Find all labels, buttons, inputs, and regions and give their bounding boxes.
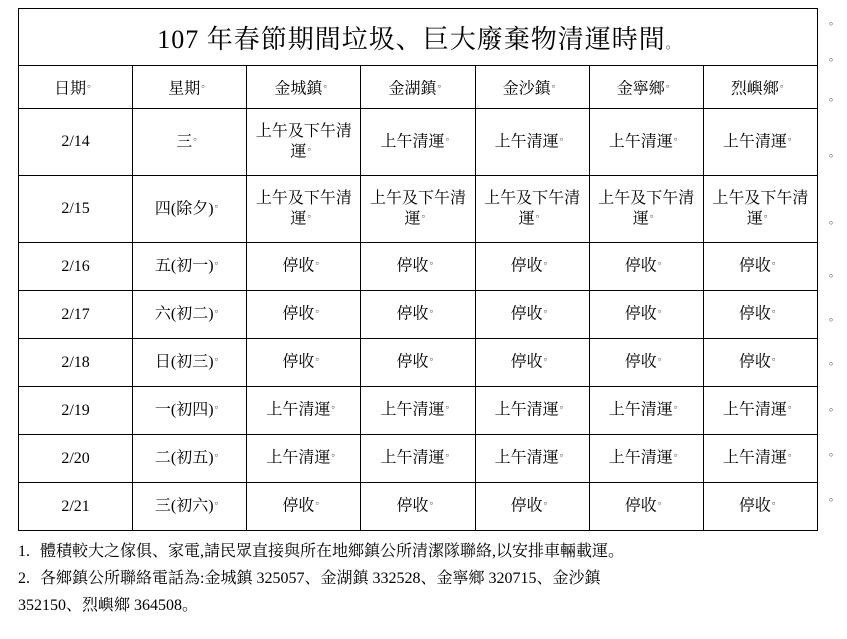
paragraph-mark: 。 (331, 448, 342, 460)
cell-text: 上午清運 (494, 449, 559, 467)
cell-jinsha (475, 435, 589, 483)
cell-weekday (133, 291, 247, 339)
column-header-jinsha (475, 66, 589, 109)
cell-date: 2/16 (19, 243, 133, 291)
paragraph-mark: 。 (315, 256, 326, 268)
column-header-weekday (133, 66, 247, 109)
header-label: 金湖鎮 (388, 80, 437, 98)
paragraph-mark: 。 (829, 267, 840, 279)
cell-text: 上午及下午清運 (255, 122, 352, 161)
paragraph-mark: 。 (665, 79, 676, 91)
cell-lieyu (703, 387, 817, 435)
paragraph-mark: 。 (829, 91, 840, 103)
paragraph-mark: 。 (331, 400, 342, 412)
paragraph-mark: 。 (649, 208, 660, 220)
cell-weekday (133, 176, 247, 243)
cell-jinhu (361, 176, 475, 243)
paragraph-mark: 。 (829, 401, 840, 413)
paragraph-mark-column (829, 0, 843, 639)
weekday-label: 三(初六) (154, 497, 214, 515)
cell-date: 2/19 (19, 387, 133, 435)
cell-text: 上午及下午清運 (255, 189, 352, 228)
paragraph-mark: 。 (214, 304, 225, 316)
cell-text: 停收 (282, 257, 315, 275)
cell-text: 停收 (396, 305, 429, 323)
paragraph-mark: 。 (214, 352, 225, 364)
paragraph-mark: 。 (771, 256, 782, 268)
column-header-lieyu (703, 66, 817, 109)
cell-jinhu (361, 109, 475, 176)
paragraph-mark: 。 (673, 131, 684, 143)
cell-text: 停收 (624, 497, 657, 515)
note-text-continuation: 352150、烈嶼鄉 364508。 (18, 596, 199, 614)
cell-text: 停收 (282, 305, 315, 323)
paragraph-mark: 。 (307, 208, 318, 220)
cell-lieyu (703, 291, 817, 339)
paragraph-mark: 。 (214, 400, 225, 412)
cell-date: 2/18 (19, 339, 133, 387)
table-row (19, 109, 818, 176)
paragraph-mark: 。 (214, 496, 225, 508)
cell-date: 2/15 (19, 176, 133, 243)
paragraph-mark: 。 (315, 352, 326, 364)
table-row (19, 339, 818, 387)
paragraph-mark: 。 (429, 496, 440, 508)
cell-text: 停收 (510, 353, 543, 371)
paragraph-mark: 。 (559, 131, 570, 143)
weekday-label: 五(初一) (154, 257, 214, 275)
header-label: 日期 (54, 80, 87, 98)
title-text: 107 年春節期間垃圾、巨大廢棄物清運時間 (157, 24, 666, 54)
table-row (19, 243, 818, 291)
cell-text: 上午及下午清運 (484, 189, 581, 228)
cell-jinsha (475, 109, 589, 176)
paragraph-mark: 。 (429, 256, 440, 268)
cell-text: 上午及下午清運 (598, 189, 695, 228)
cell-jinsha (475, 291, 589, 339)
cell-text: 上午清運 (494, 133, 559, 151)
cell-jincheng (247, 483, 361, 531)
cell-jincheng (247, 109, 361, 176)
cell-text: 上午清運 (608, 449, 673, 467)
title-paragraph-mark: 。 (665, 35, 679, 51)
cell-jincheng (247, 387, 361, 435)
weekday-label: 六(初二) (154, 305, 214, 323)
cell-jinhu (361, 387, 475, 435)
paragraph-mark: 。 (193, 131, 204, 143)
cell-text: 停收 (738, 353, 771, 371)
cell-text: 上午清運 (722, 449, 787, 467)
table-header-row (19, 66, 818, 109)
paragraph-mark: 。 (543, 352, 554, 364)
paragraph-mark: 。 (214, 256, 225, 268)
paragraph-mark: 。 (673, 448, 684, 460)
paragraph-mark: 。 (673, 400, 684, 412)
cell-weekday (133, 109, 247, 176)
paragraph-mark: 。 (657, 496, 668, 508)
paragraph-mark: 。 (657, 304, 668, 316)
cell-lieyu (703, 109, 817, 176)
paragraph-mark: 。 (214, 198, 225, 210)
cell-lieyu (703, 339, 817, 387)
cell-text: 停收 (396, 497, 429, 515)
note-text: 體積較大之傢俱、家電,請民眾直接與所在地鄉鎮公所清潔隊聯絡,以安排車輛載運。 (40, 543, 625, 560)
cell-text: 停收 (396, 257, 429, 275)
cell-jinhu (361, 483, 475, 531)
cell-text: 上午清運 (266, 449, 331, 467)
header-label: 星期 (168, 80, 201, 98)
paragraph-mark: 。 (771, 304, 782, 316)
paragraph-mark: 。 (323, 79, 334, 91)
cell-jinhu (361, 435, 475, 483)
paragraph-mark: 。 (829, 214, 840, 226)
cell-jinning (589, 483, 703, 531)
cell-text: 停收 (510, 257, 543, 275)
column-header-date (19, 66, 133, 109)
paragraph-mark: 。 (214, 448, 225, 460)
paragraph-mark: 。 (543, 256, 554, 268)
note-number: 2. (18, 569, 30, 587)
cell-lieyu (703, 176, 817, 243)
cell-jinsha (475, 339, 589, 387)
table-row (19, 483, 818, 531)
paragraph-mark: 。 (829, 51, 840, 63)
title-row (19, 9, 818, 66)
cell-jinsha (475, 483, 589, 531)
cell-jinning (589, 435, 703, 483)
cell-text: 上午清運 (494, 401, 559, 419)
paragraph-mark: 。 (429, 304, 440, 316)
paragraph-mark: 。 (445, 131, 456, 143)
paragraph-mark: 。 (787, 400, 798, 412)
paragraph-mark: 。 (779, 79, 790, 91)
column-header-jinhu (361, 66, 475, 109)
note-item (18, 567, 818, 592)
cell-text: 上午清運 (608, 133, 673, 151)
paragraph-mark: 。 (787, 448, 798, 460)
cell-date: 2/17 (19, 291, 133, 339)
notes-section (18, 540, 818, 618)
column-header-jinning (589, 66, 703, 109)
weekday-label: 日(初三) (154, 353, 214, 371)
paragraph-mark: 。 (763, 208, 774, 220)
cell-jincheng (247, 435, 361, 483)
cell-jincheng (247, 291, 361, 339)
cell-lieyu (703, 435, 817, 483)
cell-jincheng (247, 176, 361, 243)
paragraph-mark: 。 (829, 355, 840, 367)
paragraph-mark: 。 (201, 79, 212, 91)
paragraph-mark: 。 (551, 79, 562, 91)
paragraph-mark: 。 (421, 208, 432, 220)
paragraph-mark: 。 (315, 496, 326, 508)
cell-jincheng (247, 339, 361, 387)
paragraph-mark: 。 (543, 496, 554, 508)
cell-date: 2/14 (19, 109, 133, 176)
paragraph-mark: 。 (87, 79, 98, 91)
cell-weekday (133, 483, 247, 531)
header-label: 金寧鄉 (616, 80, 665, 98)
note-item (18, 540, 818, 565)
cell-weekday (133, 435, 247, 483)
cell-jinhu (361, 291, 475, 339)
cell-lieyu (703, 483, 817, 531)
cell-jinsha (475, 243, 589, 291)
paragraph-mark: 。 (559, 448, 570, 460)
cell-text: 上午清運 (380, 133, 445, 151)
cell-text: 停收 (510, 305, 543, 323)
cell-date: 2/20 (19, 435, 133, 483)
cell-text: 停收 (510, 497, 543, 515)
cell-weekday (133, 339, 247, 387)
paragraph-mark: 。 (829, 311, 840, 323)
paragraph-mark: 。 (445, 448, 456, 460)
cell-weekday (133, 387, 247, 435)
weekday-label: 一(初四) (154, 401, 214, 419)
cell-text: 上午清運 (266, 401, 331, 419)
cell-text: 停收 (738, 257, 771, 275)
paragraph-mark: 。 (543, 304, 554, 316)
weekday-label: 二(初五) (154, 449, 214, 467)
paragraph-mark: 。 (787, 131, 798, 143)
paragraph-mark: 。 (315, 304, 326, 316)
paragraph-mark: 。 (829, 446, 840, 458)
paragraph-mark: 。 (829, 491, 840, 503)
paragraph-mark: 。 (829, 147, 840, 159)
cell-lieyu (703, 243, 817, 291)
paragraph-mark: 。 (559, 400, 570, 412)
weekday-label: 四(除夕) (154, 200, 214, 218)
cell-jinsha (475, 387, 589, 435)
document-body (18, 8, 818, 531)
cell-text: 停收 (738, 305, 771, 323)
cell-text: 上午清運 (722, 133, 787, 151)
cell-text: 上午清運 (722, 401, 787, 419)
paragraph-mark: 。 (771, 352, 782, 364)
cell-text: 停收 (624, 353, 657, 371)
cell-text: 上午及下午清運 (712, 189, 809, 228)
cell-text: 停收 (624, 257, 657, 275)
column-header-jincheng (247, 66, 361, 109)
paragraph-mark: 。 (535, 208, 546, 220)
table-row (19, 435, 818, 483)
note-number: 1. (18, 543, 30, 560)
schedule-table (18, 8, 818, 531)
cell-weekday (133, 243, 247, 291)
table-row (19, 291, 818, 339)
paragraph-mark: 。 (657, 352, 668, 364)
cell-jinhu (361, 339, 475, 387)
header-label: 金城鎮 (274, 80, 323, 98)
header-label: 金沙鎮 (502, 80, 551, 98)
table-row (19, 176, 818, 243)
cell-jinning (589, 109, 703, 176)
paragraph-mark: 。 (657, 256, 668, 268)
cell-jinhu (361, 243, 475, 291)
paragraph-mark: 。 (445, 400, 456, 412)
weekday-label: 三 (176, 133, 193, 151)
cell-text: 停收 (738, 497, 771, 515)
cell-date: 2/21 (19, 483, 133, 531)
paragraph-mark: 。 (771, 496, 782, 508)
cell-jinning (589, 291, 703, 339)
paragraph-mark: 。 (437, 79, 448, 91)
cell-text: 停收 (396, 353, 429, 371)
cell-jincheng (247, 243, 361, 291)
cell-jinning (589, 339, 703, 387)
page-title (19, 9, 818, 66)
cell-text: 停收 (282, 497, 315, 515)
cell-text: 上午清運 (380, 401, 445, 419)
cell-text: 停收 (282, 353, 315, 371)
cell-jinning (589, 176, 703, 243)
paragraph-mark: 。 (829, 15, 840, 27)
cell-jinning (589, 387, 703, 435)
paragraph-mark: 。 (307, 141, 318, 153)
cell-text: 上午及下午清運 (369, 189, 466, 228)
cell-text: 上午清運 (608, 401, 673, 419)
header-label: 烈嶼鄉 (730, 80, 779, 98)
paragraph-mark: 。 (429, 352, 440, 364)
cell-jinsha (475, 176, 589, 243)
cell-text: 上午清運 (380, 449, 445, 467)
table-row (19, 387, 818, 435)
cell-text: 停收 (624, 305, 657, 323)
note-text: 各鄉鎮公所聯絡電話為:金城鎮 325057、金湖鎮 332528、金寧鄉 320715、金沙鎮 (40, 569, 601, 587)
cell-jinning (589, 243, 703, 291)
